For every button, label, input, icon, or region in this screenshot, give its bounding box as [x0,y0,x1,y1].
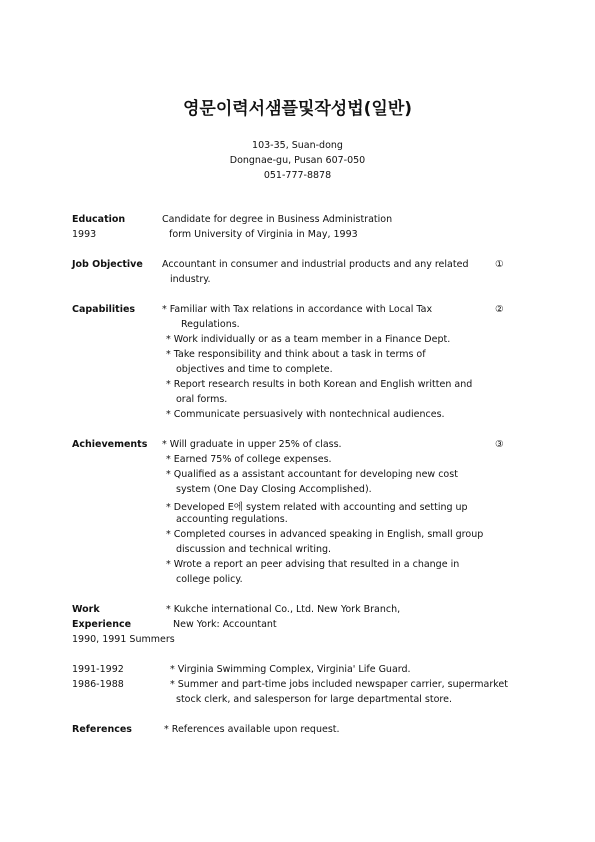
achievement-item: college policy. [176,574,243,585]
objective-line: industry. [170,274,211,285]
objective-mark: ① [495,259,504,270]
capability-item: objectives and time to complete. [176,364,333,375]
capability-item: Regulations. [181,319,240,330]
education-line: form University of Virginia in May, 1993 [169,229,358,240]
address-phone: 051-777-8878 [263,170,332,181]
work-period: 1991-1992 [72,664,124,675]
capability-item: * Report research results in both Korean and English written and [166,379,473,390]
work-entry: stock clerk, and salesperson for large departmental store. [176,694,452,705]
work-entry: * Summer and part-time jobs included newspaper carrier, supermarket [170,679,508,690]
address-city: Dongnae-gu, Pusan 607-050 [229,155,366,166]
achievement-item: * Qualified as a assistant accountant for developing new cost [166,469,458,480]
capability-item: * Communicate persuasively with nontechnical audiences. [166,409,445,420]
capability-item: * Familiar with Tax relations in accordance with Local Tax [162,304,433,315]
work-entry: New York: Accountant [173,619,277,630]
capability-item: * Take responsibility and think about a task in terms of [166,349,426,360]
capability-item: * Work individually or as a team member in a Finance Dept. [166,334,451,345]
education-line: Candidate for degree in Business Administration [162,214,393,225]
references-label: References [72,724,132,735]
achievement-item: * Wrote a report an peer advising that resulted in a change in [166,559,460,570]
work-entry: * Kukche international Co., Ltd. New York Branch, [166,604,401,615]
achievements-label: Achievements [72,439,148,450]
education-label: Education [72,214,126,225]
education-year: 1993 [72,229,97,240]
capability-item: oral forms. [176,394,228,405]
address-street: 103-35, Suan-dong [252,140,343,151]
objective-line: Accountant in consumer and industrial products and any related [162,259,469,270]
objective-label: Job Objective [72,259,143,270]
work-label: Experience [72,619,132,630]
capabilities-label: Capabilities [72,304,136,315]
achievement-item: * Will graduate in upper 25% of class. [162,439,342,450]
achievement-item: discussion and technical writing. [176,544,332,555]
work-label: Work [72,604,100,615]
resume-title: 영문이력서샘플및작성법(일반) [182,99,413,119]
achievements-mark: ③ [495,439,504,450]
achievement-item: * Developed E에 system related with accounting and setting up [166,502,468,513]
achievement-item: system (One Day Closing Accomplished). [176,484,372,495]
achievement-item: accounting regulations. [176,514,288,525]
work-entry: * Virginia Swimming Complex, Virginia' Life Guard. [170,664,411,675]
work-period: 1990, 1991 Summers [72,634,175,645]
capabilities-mark: ② [495,304,504,315]
achievement-item: * Earned 75% of college expenses. [166,454,332,465]
references-text: * References available upon request. [164,724,340,735]
work-period: 1986-1988 [72,679,124,690]
achievement-item: * Completed courses in advanced speaking in English, small group [166,529,484,540]
